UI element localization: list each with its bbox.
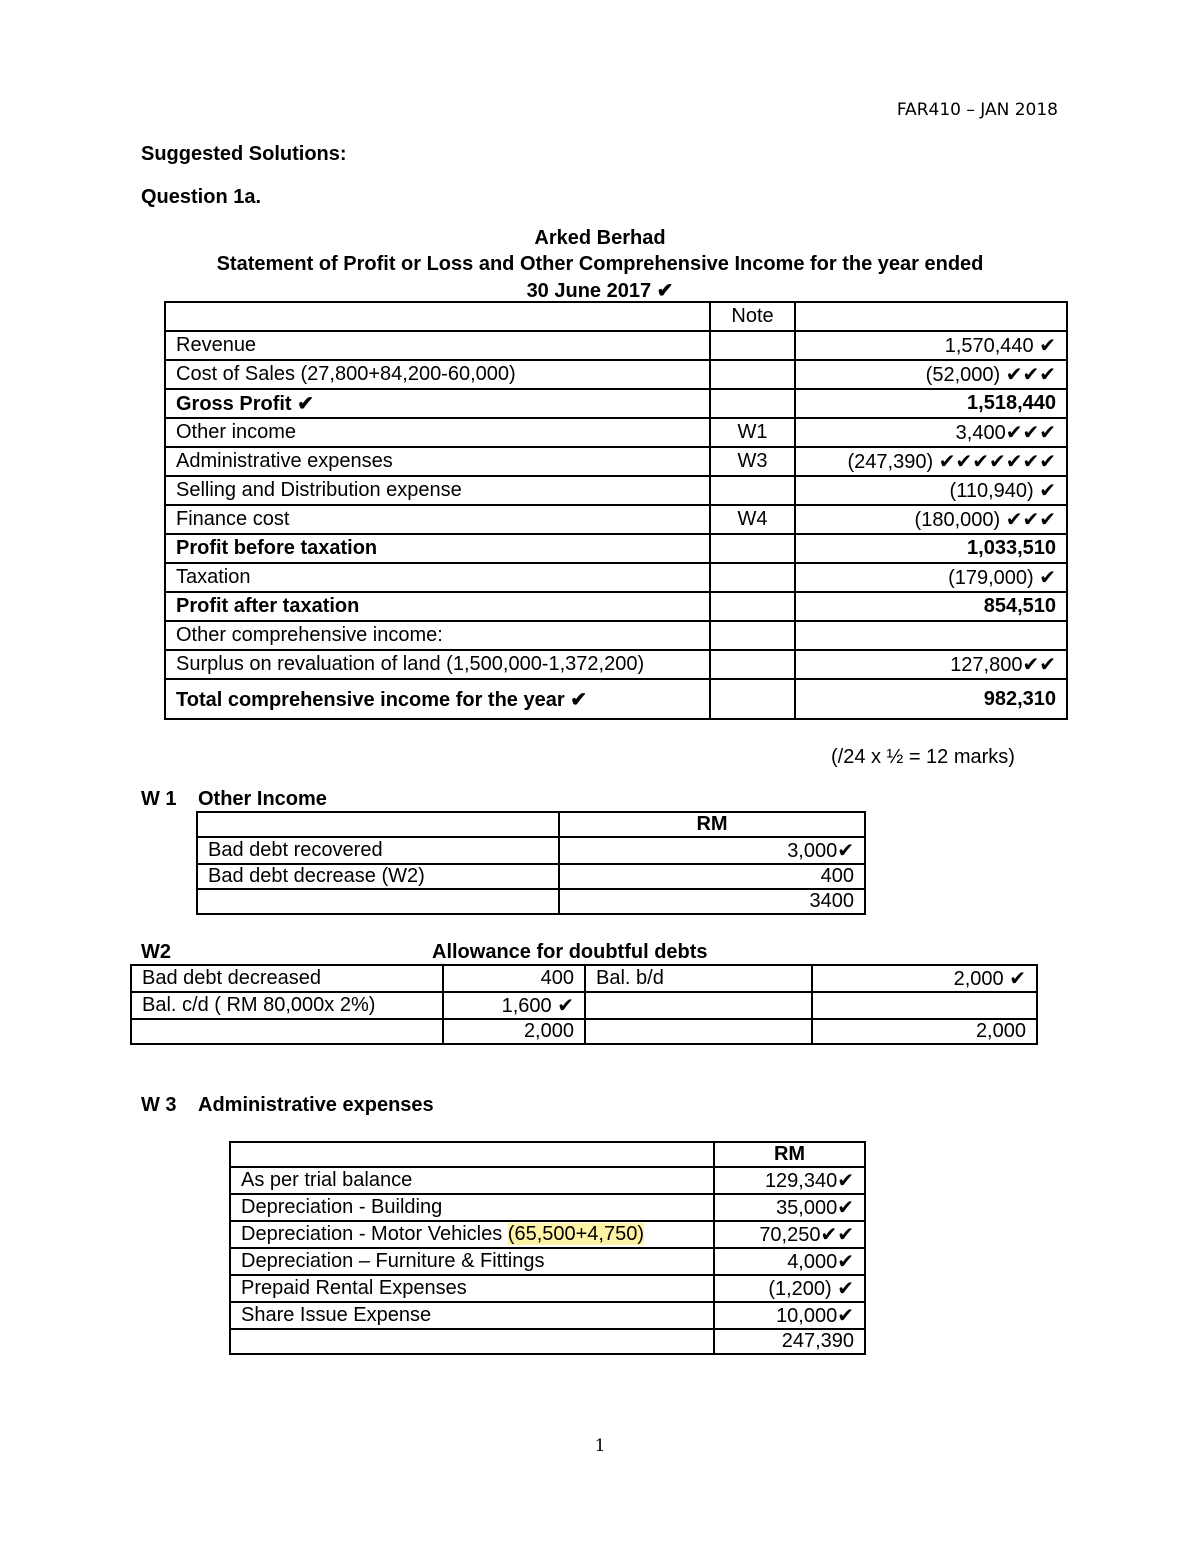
row-note <box>710 650 795 679</box>
table-row <box>197 889 865 914</box>
table-row <box>165 505 1067 534</box>
row-amount: 400 <box>559 864 865 889</box>
w1-table <box>196 811 866 915</box>
row-amount: 982,310 <box>795 679 1067 719</box>
row-amount: 1,570,440 ✔ <box>795 331 1067 360</box>
table-header-row <box>197 812 865 837</box>
credit-label <box>585 992 812 1019</box>
income-statement-table <box>164 301 1068 720</box>
row-note <box>710 534 795 563</box>
table-row <box>165 418 1067 447</box>
header-blank <box>165 302 710 331</box>
table-row <box>230 1329 865 1354</box>
w2-label: W2 <box>141 941 171 963</box>
row-label: Depreciation - Building <box>230 1194 714 1221</box>
table-row <box>165 679 1067 719</box>
table-row <box>230 1221 865 1248</box>
w1-label: W 1 <box>141 788 177 810</box>
row-label: As per trial balance <box>230 1167 714 1194</box>
debit-amount: 1,600 ✔ <box>443 992 585 1019</box>
table-row <box>230 1275 865 1302</box>
row-label <box>230 1329 714 1354</box>
row-note <box>710 360 795 389</box>
row-amount: 35,000✔ <box>714 1194 865 1221</box>
credit-label <box>585 1019 812 1044</box>
row-note: W3 <box>710 447 795 476</box>
row-label: Revenue <box>165 331 710 360</box>
w2-title: Allowance for doubtful debts <box>432 941 708 963</box>
company-name: Arked Berhad <box>534 227 666 249</box>
table-row <box>131 1019 1037 1044</box>
row-note <box>710 592 795 621</box>
row-note <box>710 331 795 360</box>
credit-amount <box>812 992 1037 1019</box>
row-amount: 3400 <box>559 889 865 914</box>
table-row <box>165 563 1067 592</box>
row-label: Finance cost <box>165 505 710 534</box>
row-amount: (1,200) ✔ <box>714 1275 865 1302</box>
row-amount: 854,510 <box>795 592 1067 621</box>
marks-note: (/24 x ½ = 12 marks) <box>831 746 1015 768</box>
table-row <box>165 592 1067 621</box>
row-amount: 129,340✔ <box>714 1167 865 1194</box>
row-label: Other income <box>165 418 710 447</box>
question-label: Question 1a. <box>141 186 262 208</box>
row-amount: 247,390 <box>714 1329 865 1354</box>
row-label-cell <box>230 1221 714 1248</box>
row-amount: (52,000) ✔✔✔ <box>795 360 1067 389</box>
rm-header: RM <box>559 812 865 837</box>
table-row <box>131 965 1037 992</box>
row-label: Profit after taxation <box>165 592 710 621</box>
credit-label: Bal. b/d <box>585 965 812 992</box>
w3-table <box>229 1141 866 1355</box>
row-label: Bad debt decrease (W2) <box>197 864 559 889</box>
w3-label: W 3 <box>141 1094 177 1116</box>
table-row <box>230 1167 865 1194</box>
row-label: Selling and Distribution expense <box>165 476 710 505</box>
row-label: Prepaid Rental Expenses <box>230 1275 714 1302</box>
header-blank <box>230 1142 714 1167</box>
row-label <box>197 889 559 914</box>
heading: Suggested Solutions: <box>141 143 347 165</box>
row-label: Other comprehensive income: <box>165 621 710 650</box>
row-amount: 127,800✔✔ <box>795 650 1067 679</box>
table-row <box>230 1302 865 1329</box>
row-label: Depreciation - Motor Vehicles <box>241 1223 508 1245</box>
row-label: Surplus on revaluation of land (1,500,000-1,372,200) <box>165 650 710 679</box>
row-note <box>710 476 795 505</box>
credit-amount: 2,000 ✔ <box>812 965 1037 992</box>
table-row <box>165 476 1067 505</box>
debit-amount: 2,000 <box>443 1019 585 1044</box>
table-row <box>165 447 1067 476</box>
row-note <box>710 389 795 418</box>
debit-label: Bad debt decreased <box>131 965 443 992</box>
table-row <box>165 650 1067 679</box>
row-note <box>710 621 795 650</box>
row-amount: 4,000✔ <box>714 1248 865 1275</box>
row-amount: 70,250✔✔ <box>714 1221 865 1248</box>
note-header: Note <box>710 302 795 331</box>
table-row <box>165 360 1067 389</box>
statement-date: 30 June 2017 ✔ <box>526 280 674 302</box>
table-row <box>230 1194 865 1221</box>
w2-table <box>130 964 1038 1045</box>
table-row <box>197 837 865 864</box>
debit-amount: 400 <box>443 965 585 992</box>
row-note: W4 <box>710 505 795 534</box>
table-row <box>165 331 1067 360</box>
table-row <box>197 864 865 889</box>
header-blank <box>795 302 1067 331</box>
table-row <box>230 1248 865 1275</box>
row-amount: 1,033,510 <box>795 534 1067 563</box>
row-note <box>710 563 795 592</box>
row-label: Gross Profit ✔ <box>165 389 710 418</box>
row-note <box>710 679 795 719</box>
row-amount: (110,940) ✔ <box>795 476 1067 505</box>
rm-header: RM <box>714 1142 865 1167</box>
row-amount: 1,518,440 <box>795 389 1067 418</box>
table-header-row <box>230 1142 865 1167</box>
row-amount: (179,000) ✔ <box>795 563 1067 592</box>
document-code: FAR410 – JAN 2018 <box>896 100 1058 120</box>
table-row <box>165 389 1067 418</box>
row-amount <box>795 621 1067 650</box>
w3-title: Administrative expenses <box>198 1094 434 1116</box>
table-row <box>131 992 1037 1019</box>
row-label: Profit before taxation <box>165 534 710 563</box>
row-amount: (180,000) ✔✔✔ <box>795 505 1067 534</box>
statement-title: Statement of Profit or Loss and Other Comprehensive Income for the year ended <box>216 253 984 275</box>
debit-label: Bal. c/d ( RM 80,000x 2%) <box>131 992 443 1019</box>
row-label: Depreciation – Furniture & Fittings <box>230 1248 714 1275</box>
header-blank <box>197 812 559 837</box>
debit-label <box>131 1019 443 1044</box>
table-row <box>165 534 1067 563</box>
row-label: Bad debt recovered <box>197 837 559 864</box>
row-amount: 10,000✔ <box>714 1302 865 1329</box>
row-amount: (247,390) ✔✔✔✔✔✔✔ <box>795 447 1067 476</box>
row-note: W1 <box>710 418 795 447</box>
page-number: 1 <box>594 1436 606 1456</box>
row-amount: 3,000✔ <box>559 837 865 864</box>
row-label: Cost of Sales (27,800+84,200-60,000) <box>165 360 710 389</box>
row-label: Administrative expenses <box>165 447 710 476</box>
credit-amount: 2,000 <box>812 1019 1037 1044</box>
w1-title: Other Income <box>198 788 327 810</box>
row-label: Share Issue Expense <box>230 1302 714 1329</box>
row-amount: 3,400✔✔✔ <box>795 418 1067 447</box>
table-header-row <box>165 302 1067 331</box>
row-label: Taxation <box>165 563 710 592</box>
table-row <box>165 621 1067 650</box>
row-label: Total comprehensive income for the year ✔ <box>165 679 710 719</box>
highlighted-calculation: (65,500+4,750) <box>507 1223 645 1245</box>
